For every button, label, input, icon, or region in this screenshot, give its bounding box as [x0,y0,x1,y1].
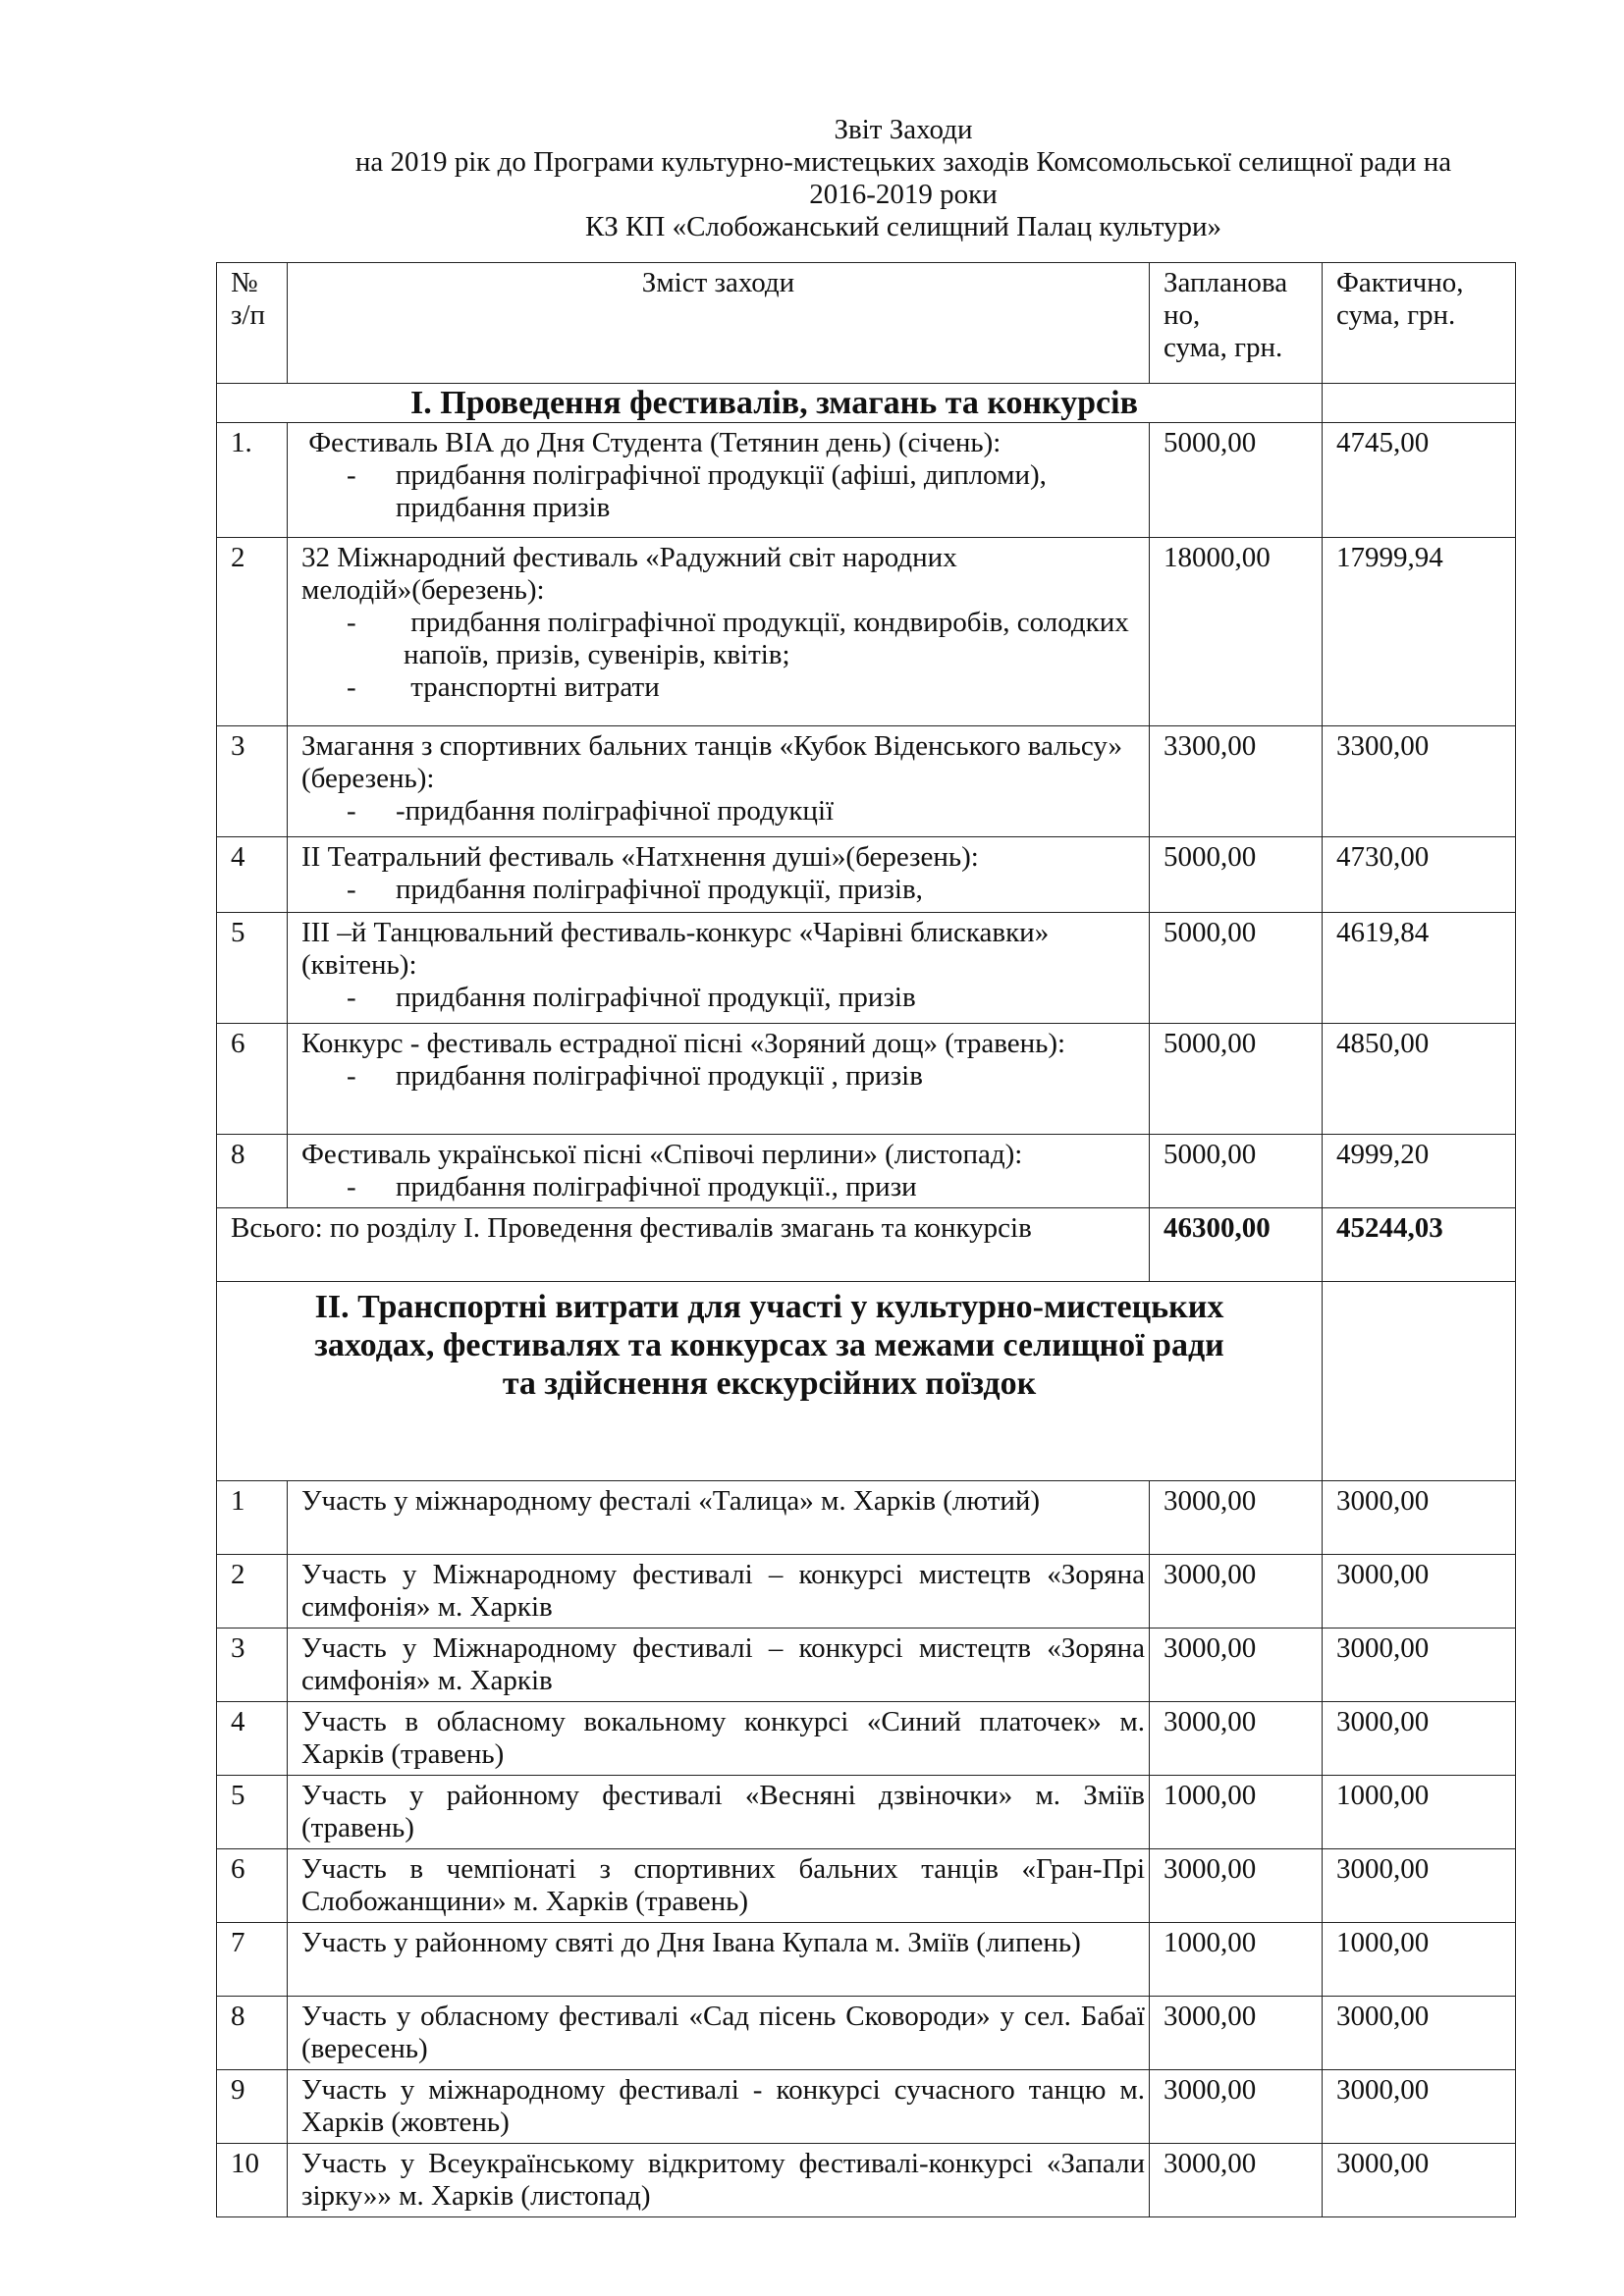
row-planned-sum: 5000,00 [1150,1024,1323,1135]
table-row [217,837,1516,913]
list-item: - придбання поліграфічної продукції, кондвиробів, солодких напоїв, призів, сувенірів, квітів; [347,607,1136,670]
table-row [217,1702,1516,1776]
table-header-row [217,263,1516,384]
list-item: - транспортні витрати [347,671,660,703]
table-row [217,1135,1516,1208]
row-content: Участь у Міжнародному фестивалі – конкурсі мистецтв «Зоряна симфонія» м. Харків [288,1555,1150,1629]
row-actual-sum: 17999,94 [1323,538,1516,726]
row-planned-sum: 3000,00 [1150,1629,1323,1702]
row-number: 5 [217,913,288,1024]
table-row [217,2070,1516,2144]
report-institution: КЗ КП «Слобожанський селищний Палац культури» [584,211,1222,242]
col-header-content: Зміст заходи [288,263,1150,384]
table-row [217,2144,1516,2217]
row-content: ІІ Театральний фестиваль «Натхнення душі»(березень): - придбання поліграфічної продукції, призів, [288,837,1150,913]
list-item: - придбання поліграфічної продукції, призів, [347,874,923,905]
row-number: 10 [217,2144,288,2217]
list-item: - придбання поліграфічної продукції, призів [347,982,916,1013]
table-row [217,538,1516,726]
row-content: Участь в обласному вокальному конкурсі «Синий платочек» м. Харків (травень) [288,1702,1150,1776]
row-planned-sum: 3300,00 [1150,726,1323,837]
row-number: 6 [217,1024,288,1135]
row-number: 7 [217,1923,288,1997]
row-content: Участь у районному святі до Дня Івана Купала м. Зміїв (липень) [288,1923,1150,1997]
row-content: Конкурс - фестиваль естрадної пісні «Зоряний дощ» (травень): - придбання поліграфічної продукції , призів [288,1024,1150,1135]
report-years: 2016-2019 роки [809,179,998,210]
table-row [217,423,1516,538]
col-header-number: № з/п [217,263,288,384]
row-actual-sum: 1000,00 [1323,1776,1516,1849]
table-row [217,1555,1516,1629]
row-content: Участь у Міжнародному фестивалі – конкурсі мистецтв «Зоряна симфонія» м. Харків [288,1629,1150,1702]
row-planned-sum: 5000,00 [1150,913,1323,1024]
row-actual-sum: 3000,00 [1323,1997,1516,2070]
table-row [217,1849,1516,1923]
section-1-empty-cell [1323,384,1516,423]
row-planned-sum: 3000,00 [1150,1997,1323,2070]
list-item: - -придбання поліграфічної продукції [347,795,835,827]
row-number: 2 [217,538,288,726]
list-item: - придбання поліграфічної продукції (афіші, дипломи), придбання призів [347,459,1047,523]
row-actual-sum: 1000,00 [1323,1923,1516,1997]
row-actual-sum: 3000,00 [1323,2144,1516,2217]
report-title: Звіт Заходи [834,114,973,145]
section-2-title: ІІ. Транспортні витрати для участі у культурно-мистецьких заходах, фестивалях та конкурсах за межами селищної ради та здійснення екскурсійних поїздок [217,1282,1323,1481]
row-number: 1. [217,423,288,538]
report-subtitle: на 2019 рік до Програми культурно-мистецьких заходів Комсомольської селищної ради на [354,146,1452,178]
table-row [217,1629,1516,1702]
row-actual-sum: 4730,00 [1323,837,1516,913]
row-number: 8 [217,1135,288,1208]
row-actual-sum: 3000,00 [1323,1849,1516,1923]
row-content: Участь у районному фестивалі «Весняні дзвіночки» м. Зміїв (травень) [288,1776,1150,1849]
row-planned-sum: 5000,00 [1150,837,1323,913]
row-content: Участь у Всеукраїнському відкритому фестивалі-конкурсі «Запали зірку»» м. Харків (листопад) [288,2144,1150,2217]
section-1-total-actual: 45244,03 [1323,1208,1516,1282]
row-actual-sum: 3000,00 [1323,1702,1516,1776]
list-item: - придбання поліграфічної продукції., призи [347,1171,917,1202]
row-number: 4 [217,1702,288,1776]
table-row [217,1923,1516,1997]
row-number: 3 [217,726,288,837]
section-1-total-row [217,1208,1516,1282]
report-table [216,262,1516,2217]
row-content: Участь у міжнародному фестивалі - конкурсі сучасного танцю м. Харків (жовтень) [288,2070,1150,2144]
table-row [217,1997,1516,2070]
row-actual-sum: 3000,00 [1323,1481,1516,1555]
row-planned-sum: 3000,00 [1150,1555,1323,1629]
row-planned-sum: 3000,00 [1150,2144,1323,2217]
row-content: Фестиваль ВІА до Дня Студента (Тетянин день) (січень): - придбання поліграфічної продукції (афіші, дипломи), придбання призів [288,423,1150,538]
section-1-title: І. Проведення фестивалів, змагань та конкурсів [217,384,1323,423]
row-planned-sum: 5000,00 [1150,423,1323,538]
col-header-actual: Фактично, сума, грн. [1323,263,1516,384]
row-content: Участь у міжнародному фесталі «Талица» м. Харків (лютий) [288,1481,1150,1555]
row-planned-sum: 18000,00 [1150,538,1323,726]
row-actual-sum: 3000,00 [1323,1555,1516,1629]
row-actual-sum: 3000,00 [1323,2070,1516,2144]
row-number: 5 [217,1776,288,1849]
list-item: - придбання поліграфічної продукції , призів [347,1060,923,1092]
row-planned-sum: 1000,00 [1150,1923,1323,1997]
row-number: 2 [217,1555,288,1629]
row-actual-sum: 4619,84 [1323,913,1516,1024]
row-actual-sum: 4745,00 [1323,423,1516,538]
table-row [217,726,1516,837]
row-actual-sum: 4850,00 [1323,1024,1516,1135]
section-1-total-planned: 46300,00 [1150,1208,1323,1282]
row-planned-sum: 5000,00 [1150,1135,1323,1208]
row-number: 6 [217,1849,288,1923]
section-2-title-row [217,1282,1516,1481]
row-actual-sum: 3000,00 [1323,1629,1516,1702]
row-planned-sum: 3000,00 [1150,1849,1323,1923]
section-1-title-row [217,384,1516,423]
table-row [217,1481,1516,1555]
row-number: 4 [217,837,288,913]
row-planned-sum: 3000,00 [1150,2070,1323,2144]
row-number: 3 [217,1629,288,1702]
table-row [217,1024,1516,1135]
section-2-empty-cell [1323,1282,1516,1481]
col-header-planned: Запланова но, сума, грн. [1150,263,1323,384]
row-number: 1 [217,1481,288,1555]
row-content: Участь у обласному фестивалі «Сад пісень Сковороди» у сел. Бабаї (вересень) [288,1997,1150,2070]
row-planned-sum: 3000,00 [1150,1481,1323,1555]
section-1-total-label: Всього: по розділу І. Проведення фестивалів змагань та конкурсів [217,1208,1150,1282]
row-actual-sum: 4999,20 [1323,1135,1516,1208]
row-planned-sum: 3000,00 [1150,1702,1323,1776]
row-content: 32 Міжнародний фестиваль «Радужний світ народних мелодій»(березень): - придбання поліграфічної продукції, кондвиробів, солодких напоїв, призів, сувенірів, квітів; - транспортні витрати [288,538,1150,726]
row-content: Участь в чемпіонаті з спортивних бальних танців «Гран-Прі Слобожанщини» м. Харків (травень) [288,1849,1150,1923]
row-number: 8 [217,1997,288,2070]
report-header [216,114,1591,243]
row-planned-sum: 1000,00 [1150,1776,1323,1849]
table-row [217,913,1516,1024]
row-content: ІІІ –й Танцювальний фестиваль-конкурс «Чарівні блискавки» (квітень): - придбання поліграфічної продукції, призів [288,913,1150,1024]
row-number: 9 [217,2070,288,2144]
row-content: Фестиваль української пісні «Співочі перлини» (листопад): - придбання поліграфічної продукції., призи [288,1135,1150,1208]
row-content: Змагання з спортивних бальних танців «Кубок Віденського вальсу» (березень): - -придбання поліграфічної продукції [288,726,1150,837]
table-row [217,1776,1516,1849]
row-actual-sum: 3300,00 [1323,726,1516,837]
